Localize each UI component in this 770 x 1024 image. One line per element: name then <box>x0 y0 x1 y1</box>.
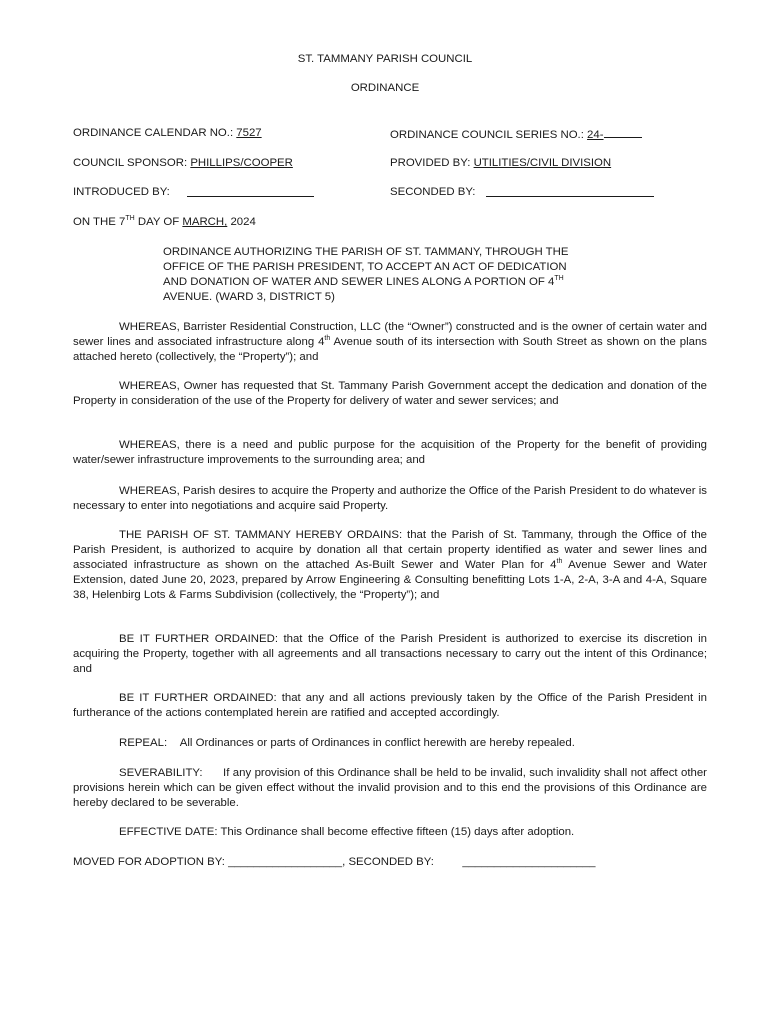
introduced-by-blank <box>187 185 314 202</box>
seconded-by-blank <box>486 185 654 202</box>
whereas-paragraph-3: WHEREAS, there is a need and public purpose for the acquisition of the Property for the benefit of providing water/sewer infrastructure improvements to the surrounding area; and <box>73 439 707 466</box>
repeal-paragraph: REPEAL: All Ordinances or parts of Ordinances in conflict herewith are hereby repealed. <box>119 737 575 749</box>
provided-by: PROVIDED BY: UTILITIES/CIVIL DIVISION <box>390 157 612 169</box>
ordinance-date: ON THE 7TH DAY OF MARCH, 2024 <box>73 215 256 228</box>
ordains-paragraph: THE PARISH OF ST. TAMMANY HEREBY ORDAINS: that the Parish of St. Tammany, through the Office of the Parish President, is authorized to acquire by donation all that certain property identified as water and sewer lines and associated infrastructure as shown on the attached As-Built Sewer and Water Plan for 4th Avenue Sewer and Water Extension, dated June 20, 2023, prepared by Arrow Engineering & Consulting benefitting Lots 1-A, 2-A, 3-A and 4-A, Square 38, Helenbirg Lots & Farms Subdivision (collectively, the “Property”); and <box>73 529 707 601</box>
document-type-heading: ORDINANCE <box>350 82 420 94</box>
whereas-paragraph-4: WHEREAS, Parish desires to acquire the Property and authorize the Office of the Parish President to do whatever is necessary to enter into negotiations and acquire said Property. <box>73 485 707 512</box>
adoption-line: MOVED FOR ADOPTION BY: __________________, SECONDED BY: _____________________ <box>73 856 596 868</box>
further-ordained-paragraph-1: BE IT FURTHER ORDAINED: that the Office of the Parish President is authorized to exercise its discretion in acquiring the Property, together with all agreements and all transactions necessary to carry out the intent of this Ordinance; and <box>73 633 707 675</box>
series-number: ORDINANCE COUNCIL SERIES NO.: 24- <box>390 126 642 143</box>
moved-by-blank: __________________ <box>228 856 343 868</box>
whereas-paragraph-1: WHEREAS, Barrister Residential Construction, LLC (the “Owner”) constructed and is the owner of certain water and sewer lines and associated infrastructure along 4th Avenue south of its intersection with South Street as shown on the plans attached hereto (collectively, the “Property”); and <box>73 321 707 363</box>
ordinance-title: ORDINANCE AUTHORIZING THE PARISH OF ST. TAMMANY, THROUGH THE OFFICE OF THE PARISH PRESIDENT, TO ACCEPT AN ACT OF DEDICATION AND DONATION OF WATER AND SEWER LINES ALONG A PORTION OF 4TH AVENUE. (WARD 3, DISTRICT 5) <box>163 246 569 303</box>
severability-paragraph: SEVERABILITY: If any provision of this Ordinance shall be held to be invalid, such invalidity shall not affect other provisions herein which can be given effect without the invalid provision and to this end the provisions of this Ordinance are hereby declared to be severable. <box>73 767 707 809</box>
further-ordained-paragraph-2: BE IT FURTHER ORDAINED: that any and all actions previously taken by the Office of the Parish President in furtherance of the actions contemplated herein are ratified and accepted accordingly. <box>73 692 707 719</box>
council-heading: ST. TAMMANY PARISH COUNCIL <box>297 53 473 65</box>
council-sponsor: COUNCIL SPONSOR: PHILLIPS/COOPER <box>73 157 293 169</box>
effective-date-paragraph: EFFECTIVE DATE: This Ordinance shall become effective fifteen (15) days after adoption. <box>119 826 575 838</box>
seconded-by: SECONDED BY: <box>390 186 476 198</box>
introduced-by: INTRODUCED BY: <box>73 186 170 198</box>
series-blank-line <box>604 126 642 138</box>
adoption-seconded-blank: _____________________ <box>462 856 596 868</box>
calendar-number: ORDINANCE CALENDAR NO.: 7527 <box>73 127 262 139</box>
whereas-paragraph-2: WHEREAS, Owner has requested that St. Tammany Parish Government accept the dedication and donation of the Property in consideration of the use of the Property for delivery of water and sewer services; and <box>73 380 707 407</box>
